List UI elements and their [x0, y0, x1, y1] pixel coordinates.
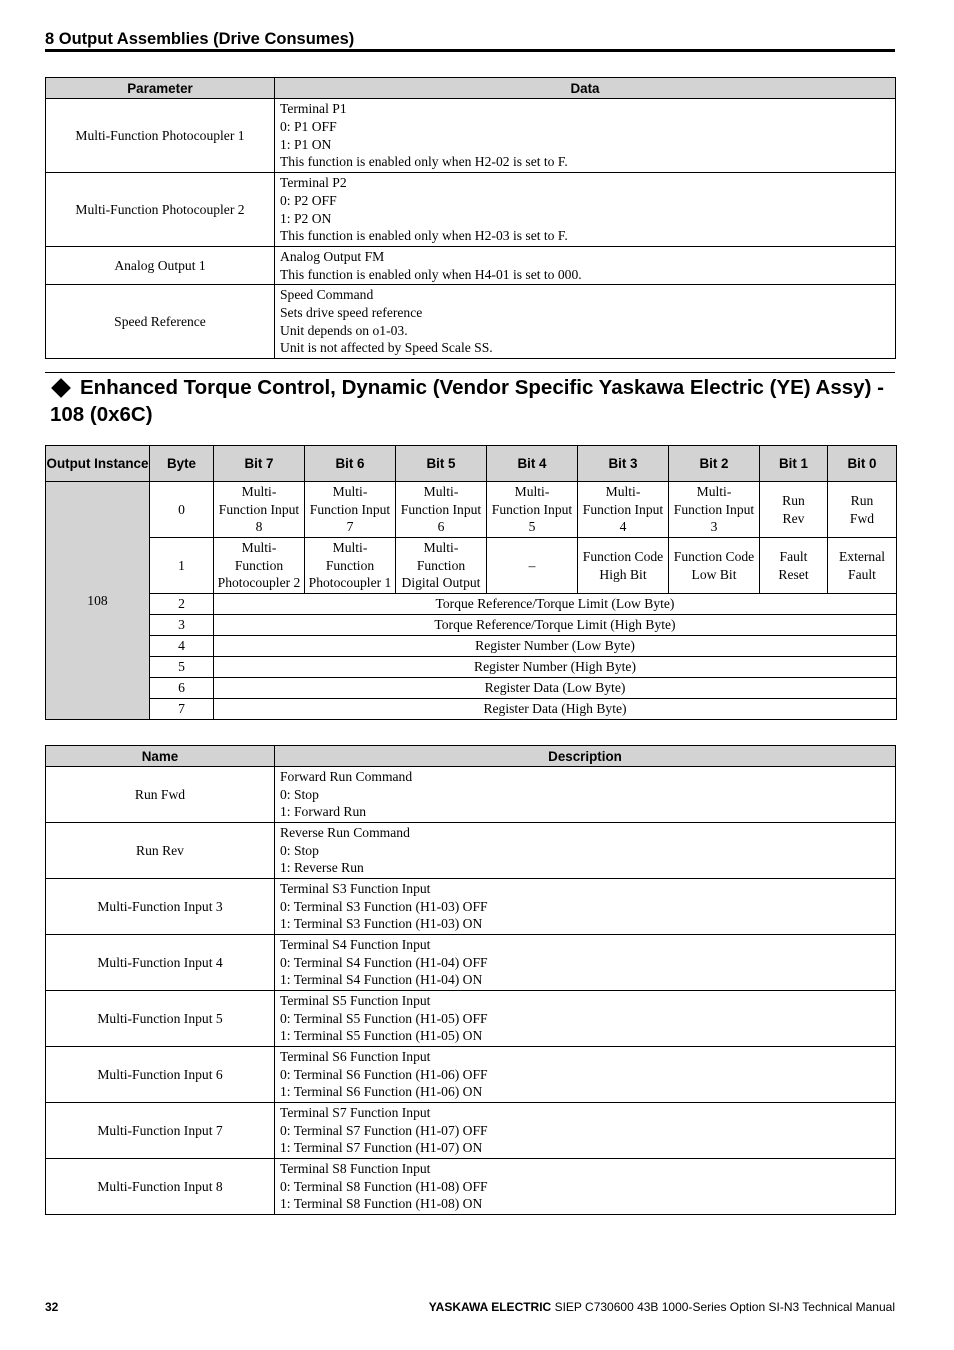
table-row [46, 482, 897, 538]
bit-cell: Multi- Function Input 8 [214, 482, 305, 538]
table-row [46, 594, 897, 615]
byte-description: Register Data (High Byte) [214, 699, 897, 720]
heading-divider [45, 372, 895, 373]
signal-name: Multi-Function Input 8 [46, 1159, 275, 1215]
signal-name: Run Fwd [46, 767, 275, 823]
name-description-table [45, 745, 896, 1215]
bit-cell: Multi- Function Input 4 [578, 482, 669, 538]
bit-cell: Multi- Function Input 7 [305, 482, 396, 538]
data-line: 0: P1 OFF [280, 118, 337, 134]
instance-number: 108 [46, 482, 150, 720]
table-row [46, 247, 896, 285]
signal-description: Terminal S6 Function Input 0: Terminal S6 Function (H1-06) OFF 1: Terminal S6 Function (H1-06) ON [275, 1047, 896, 1103]
signal-description: Forward Run Command 0: Stop 1: Forward Run [275, 767, 896, 823]
table-row [46, 823, 896, 879]
data-line: Sets drive speed reference [280, 304, 423, 320]
signal-description: Terminal S4 Function Input 0: Terminal S4 Function (H1-04) OFF 1: Terminal S4 Function (H1-04) ON [275, 935, 896, 991]
signal-description: Terminal S5 Function Input 0: Terminal S5 Function (H1-05) OFF 1: Terminal S5 Function (H1-05) ON [275, 991, 896, 1047]
header-parameter: Parameter [46, 78, 275, 99]
bit-cell: Multi- Function Photocoupler 2 [214, 538, 305, 594]
table-row [46, 615, 897, 636]
footer-doc: SIEP C730600 43B 1000-Series Option SI-N3 Technical Manual [551, 1300, 895, 1314]
table-row [46, 1047, 896, 1103]
signal-description: Reverse Run Command 0: Stop 1: Reverse Run [275, 823, 896, 879]
header-bit5: Bit 5 [396, 446, 487, 482]
header-bit4: Bit 4 [487, 446, 578, 482]
byte-description: Torque Reference/Torque Limit (High Byte) [214, 615, 897, 636]
param-name: Multi-Function Photocoupler 1 [46, 99, 275, 173]
param-data [275, 99, 896, 173]
header-bit1: Bit 1 [760, 446, 828, 482]
byte-number: 5 [150, 657, 214, 678]
page-number: 32 [45, 1300, 59, 1314]
signal-name: Multi-Function Input 4 [46, 935, 275, 991]
param-name: Analog Output 1 [46, 247, 275, 285]
signal-name: Multi-Function Input 5 [46, 991, 275, 1047]
table-row [46, 173, 896, 247]
data-line: 0: P2 OFF [280, 192, 337, 208]
header-bit3: Bit 3 [578, 446, 669, 482]
signal-name: Multi-Function Input 6 [46, 1047, 275, 1103]
diamond-bullet-icon [51, 378, 71, 398]
bit-map-table [45, 445, 897, 720]
table-row [46, 699, 897, 720]
data-line: Unit depends on o1-03. [280, 322, 408, 338]
data-line: Speed Command [280, 287, 374, 303]
footer-doc-title [429, 1300, 895, 1314]
param-data [275, 285, 896, 359]
bit-cell: – [487, 538, 578, 594]
header-bit6: Bit 6 [305, 446, 396, 482]
table-row [46, 879, 896, 935]
byte-number: 3 [150, 615, 214, 636]
assembly-heading [50, 374, 900, 428]
data-line: Analog Output FM [280, 248, 385, 264]
table-row [46, 678, 897, 699]
bit-cell: Run Rev [760, 482, 828, 538]
bit-cell: Multi- Function Input 3 [669, 482, 760, 538]
header-bit0: Bit 0 [828, 446, 897, 482]
table-row [46, 935, 896, 991]
byte-number: 0 [150, 482, 214, 538]
signal-description: Terminal S7 Function Input 0: Terminal S7 Function (H1-07) OFF 1: Terminal S7 Function (H1-07) ON [275, 1103, 896, 1159]
table-row [46, 657, 897, 678]
data-line: Terminal P1 [280, 101, 347, 117]
data-line: 1: P1 ON [280, 136, 332, 152]
byte-number: 4 [150, 636, 214, 657]
data-line: Terminal P2 [280, 175, 347, 191]
signal-name: Multi-Function Input 7 [46, 1103, 275, 1159]
data-line: This function is enabled only when H2-02 is set to F. [280, 154, 568, 170]
byte-number: 6 [150, 678, 214, 699]
bit-cell: Function Code High Bit [578, 538, 669, 594]
data-line: Unit is not affected by Speed Scale SS. [280, 340, 493, 356]
parameter-table [45, 77, 896, 359]
byte-number: 7 [150, 699, 214, 720]
param-data [275, 173, 896, 247]
param-name: Speed Reference [46, 285, 275, 359]
byte-description: Register Data (Low Byte) [214, 678, 897, 699]
section-header: 8 Output Assemblies (Drive Consumes) [45, 30, 895, 52]
bit-cell: Function Code Low Bit [669, 538, 760, 594]
table-row [46, 636, 897, 657]
byte-number: 1 [150, 538, 214, 594]
table-row [46, 767, 896, 823]
header-bit7: Bit 7 [214, 446, 305, 482]
data-line: This function is enabled only when H2-03 is set to F. [280, 228, 568, 244]
bit-cell: Multi- Function Photocoupler 1 [305, 538, 396, 594]
header-data: Data [275, 78, 896, 99]
data-line: This function is enabled only when H4-01 is set to 000. [280, 266, 582, 282]
bit-cell: External Fault [828, 538, 897, 594]
param-data [275, 247, 896, 285]
byte-description: Register Number (High Byte) [214, 657, 897, 678]
byte-description: Register Number (Low Byte) [214, 636, 897, 657]
header-bit2: Bit 2 [669, 446, 760, 482]
data-line: 1: P2 ON [280, 210, 332, 226]
bit-cell: Run Fwd [828, 482, 897, 538]
signal-name: Run Rev [46, 823, 275, 879]
table-row [46, 99, 896, 173]
header-output-instance: Output Instance [46, 446, 150, 482]
header-name: Name [46, 746, 275, 767]
bit-cell: Multi- Function Input 6 [396, 482, 487, 538]
bit-cell: Fault Reset [760, 538, 828, 594]
table-row [46, 1103, 896, 1159]
table-row [46, 1159, 896, 1215]
header-description: Description [275, 746, 896, 767]
table-row [46, 991, 896, 1047]
table-row [46, 285, 896, 359]
signal-description: Terminal S3 Function Input 0: Terminal S3 Function (H1-03) OFF 1: Terminal S3 Function (H1-03) ON [275, 879, 896, 935]
signal-description: Terminal S8 Function Input 0: Terminal S8 Function (H1-08) OFF 1: Terminal S8 Function (H1-08) ON [275, 1159, 896, 1215]
bit-cell: Multi- Function Input 5 [487, 482, 578, 538]
table-row [46, 538, 897, 594]
byte-number: 2 [150, 594, 214, 615]
signal-name: Multi-Function Input 3 [46, 879, 275, 935]
footer-brand: YASKAWA ELECTRIC [428, 1300, 552, 1314]
param-name: Multi-Function Photocoupler 2 [46, 173, 275, 247]
byte-description: Torque Reference/Torque Limit (Low Byte) [214, 594, 897, 615]
heading-line-1: Enhanced Torque Control, Dynamic (Vendor Specific Yaskawa Electric (YE) Assy) - [80, 376, 884, 399]
header-byte: Byte [150, 446, 214, 482]
bit-cell: Multi- Function Digital Output [396, 538, 487, 594]
heading-line-2: 108 (0x6C) [50, 403, 153, 426]
